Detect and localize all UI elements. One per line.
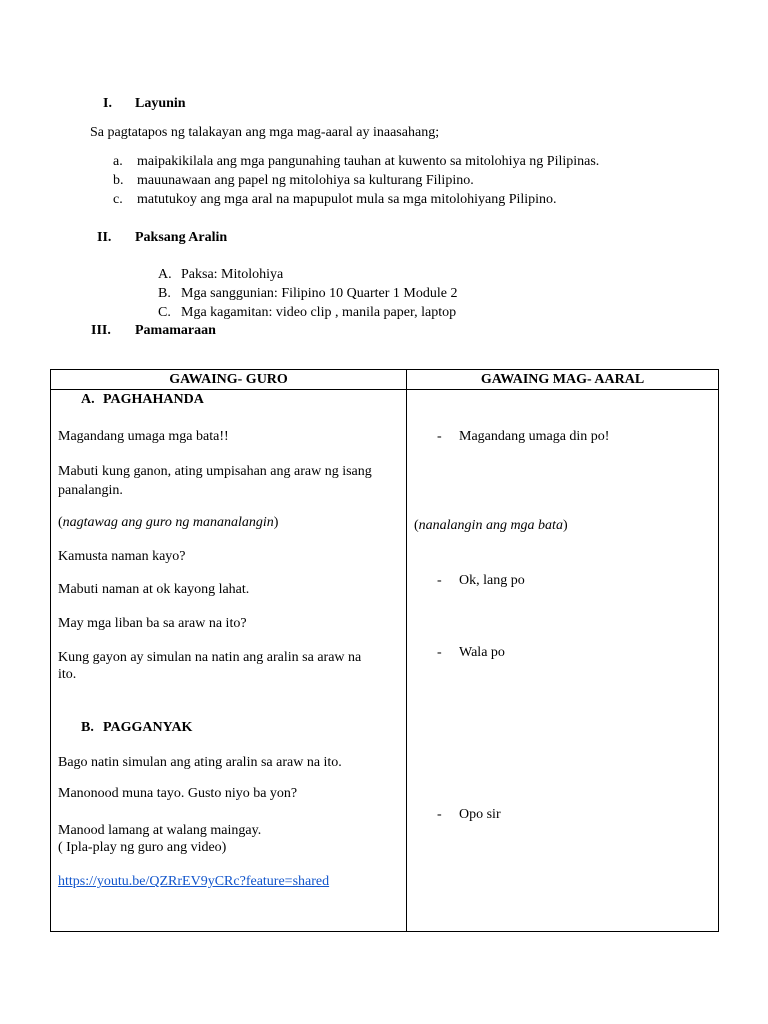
teacher-line: Mabuti kung ganon, ating umpisahan ang araw ng isang xyxy=(58,464,372,479)
teacher-line: panalangin. xyxy=(58,483,123,498)
student-line: Ok, lang po xyxy=(459,573,525,588)
subsection-title: PAGHAHANDA xyxy=(103,392,204,407)
dash-bullet: - xyxy=(437,429,442,444)
student-line: Opo sir xyxy=(459,807,501,822)
subsection-letter: A. xyxy=(81,392,95,407)
teacher-column-header: GAWAING- GURO xyxy=(51,370,407,390)
objective-item xyxy=(113,152,599,171)
dash-bullet: - xyxy=(437,645,442,660)
stage-direction-text: nagtawag ang guro ng mananalangin xyxy=(62,515,274,530)
subsection-heading-paghahanda xyxy=(81,390,398,409)
list-marker: b. xyxy=(113,173,124,188)
objective-text: matutukoy ang mga aral na mapupulot mula sa mga mitolohiyang Pilipino. xyxy=(137,192,557,207)
topic-text: Mga sanggunian: Filipino 10 Quarter 1 Module 2 xyxy=(181,286,458,301)
topic-text: Paksa: Mitolohiya xyxy=(181,267,284,282)
student-stage-direction: (nanalangin ang mga bata) xyxy=(414,518,568,533)
list-marker: C. xyxy=(158,305,171,320)
topic-item xyxy=(158,265,283,284)
teacher-cell xyxy=(51,390,407,932)
section-title: Paksang Aralin xyxy=(135,230,228,245)
video-link-text[interactable]: https://youtu.be/QZRrEV9yCRc?feature=shared xyxy=(58,874,330,889)
student-line: Wala po xyxy=(459,645,505,660)
subsection-title: PAGGANYAK xyxy=(103,720,193,735)
section-numeral: I. xyxy=(103,96,112,111)
section-heading-layunin xyxy=(103,94,186,113)
section-numeral: II. xyxy=(97,230,112,245)
student-line: Magandang umaga din po! xyxy=(459,429,610,444)
student-column-header: GAWAING MAG- AARAL xyxy=(407,370,719,390)
teacher-line: Manonood muna tayo. Gusto niyo ba yon? xyxy=(58,786,298,801)
section-title: Layunin xyxy=(135,96,186,111)
list-marker: c. xyxy=(113,192,123,207)
topic-text: Mga kagamitan: video clip , manila paper, laptop xyxy=(181,305,457,320)
video-link[interactable] xyxy=(58,872,398,891)
teacher-line: Manood lamang at walang maingay. xyxy=(58,823,262,838)
objective-item xyxy=(113,171,474,190)
teacher-line: Kung gayon ay simulan na natin ang aralin sa araw na xyxy=(58,650,362,665)
teacher-line: May mga liban ba sa araw na ito? xyxy=(58,616,247,631)
section-heading-paksang-aralin xyxy=(97,228,227,247)
teacher-line: Magandang umaga mga bata!! xyxy=(58,429,229,444)
objective-text: mauunawaan ang papel ng mitolohiya sa kulturang Filipino. xyxy=(137,173,474,188)
activity-table xyxy=(50,369,719,932)
subsection-letter: B. xyxy=(81,720,94,735)
objective-item xyxy=(113,190,557,209)
section-heading-pamamaraan xyxy=(91,321,216,340)
list-marker: a. xyxy=(113,154,123,169)
dash-bullet: - xyxy=(437,807,442,822)
objective-text: maipakikilala ang mga pangunahing tauhan at kuwento sa mitolohiya ng Pilipinas. xyxy=(137,154,600,169)
layunin-intro: Sa pagtatapos ng talakayan ang mga mag-aaral ay inaasahang; xyxy=(90,125,440,140)
dash-bullet: - xyxy=(437,573,442,588)
teacher-line: Bago natin simulan ang ating aralin sa araw na ito. xyxy=(58,755,342,770)
section-numeral: III. xyxy=(91,323,111,338)
section-title: Pamamaraan xyxy=(135,323,216,338)
subsection-heading-pagganyak xyxy=(81,718,398,737)
stage-direction-text: nanalangin ang mga bata xyxy=(418,518,563,533)
topic-item xyxy=(158,284,457,303)
list-marker: B. xyxy=(158,286,171,301)
table-header-row xyxy=(51,370,719,390)
teacher-stage-direction: ( Ipla-play ng guro ang video) xyxy=(58,840,227,855)
teacher-line: Kamusta naman kayo? xyxy=(58,549,186,564)
student-cell xyxy=(407,390,719,932)
table-row xyxy=(51,390,719,932)
topic-item xyxy=(158,303,456,322)
teacher-stage-direction: (nagtawag ang guro ng mananalangin) xyxy=(58,515,279,530)
list-marker: A. xyxy=(158,267,172,282)
teacher-line: ito. xyxy=(58,667,77,682)
teacher-line: Mabuti naman at ok kayong lahat. xyxy=(58,582,250,597)
